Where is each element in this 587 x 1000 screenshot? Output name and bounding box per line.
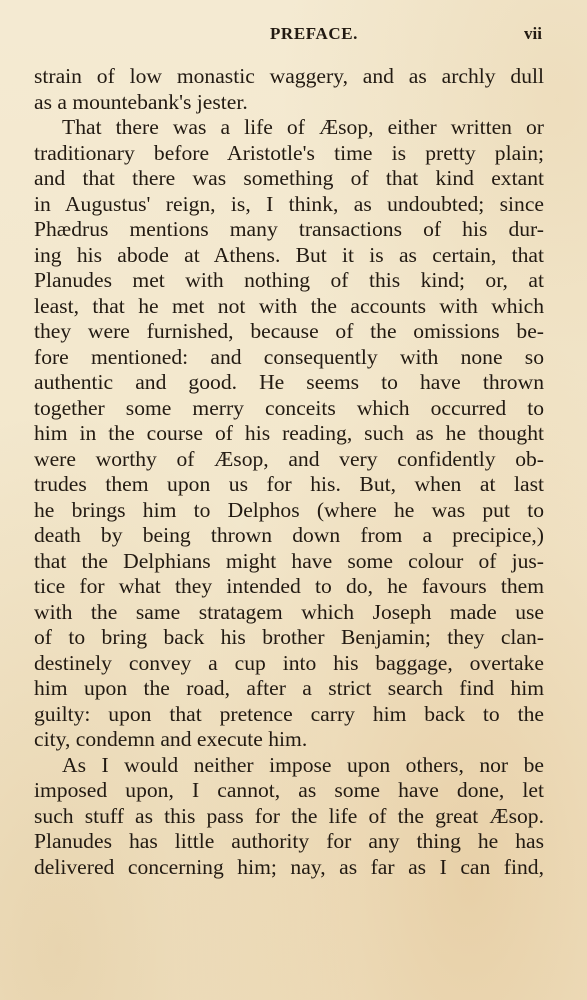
text-line: least, that he met not with the accounts with which (34, 293, 544, 318)
text-line: Planudes met with nothing of this kind; or, at (34, 268, 544, 292)
text-line: imposed upon, I cannot, as some have done, let (34, 778, 544, 802)
text-line: he brings him to Delphos (where he was put to (34, 497, 544, 522)
text-line: destinely convey a cup into his baggage, overtake (34, 650, 544, 675)
text-line: city, condemn and execute him. (34, 727, 308, 751)
text-line: fore mentioned: and consequently with none so (34, 344, 544, 369)
text-line: tice for what they intended to do, he favours them (34, 574, 544, 598)
text-line: strain of low monastic waggery, and as archly dull (34, 64, 544, 88)
running-head: PREFACE. (269, 24, 359, 43)
text-line: traditionary before Aristotle's time is pretty plain; (34, 140, 544, 165)
text-line: such stuff as this pass for the life of the great Æsop. (34, 803, 544, 828)
text-line: Planudes has little authority for any thing he has (34, 829, 544, 853)
text-line: him in the course of his reading, such as he thought (34, 421, 544, 445)
text-line: as a mountebank's jester. (34, 89, 248, 114)
text-line: him upon the road, after a strict search find him (34, 676, 544, 700)
text-line: together some merry conceits which occurred to (34, 395, 544, 420)
text-line: that the Delphians might have some colour of jus- (34, 548, 544, 573)
text-line: That there was a life of Æsop, either written or (62, 115, 544, 139)
text-line: they were furnished, because of the omissions be- (34, 319, 544, 343)
body-text (34, 64, 544, 880)
text-line: in Augustus' reign, is, I think, as undoubted; since (34, 191, 544, 216)
text-line: delivered concerning him; nay, as far as I can find, (34, 854, 544, 879)
text-line: death by being thrown down from a precipice,) (34, 523, 544, 547)
page-header (34, 24, 544, 48)
text-line: As I would neither impose upon others, nor be (62, 752, 544, 777)
text-line: ing his abode at Athens. But it is as certain, that (34, 242, 544, 267)
text-line: of to bring back his brother Benjamin; they clan- (34, 625, 544, 649)
text-line: with the same stratagem which Joseph made use (34, 599, 544, 624)
text-line: were worthy of Æsop, and very confidently ob- (34, 446, 544, 471)
page-number: vii (524, 24, 542, 43)
text-line: trudes them upon us for his. But, when at last (34, 472, 544, 496)
text-line: and that there was something of that kind extant (34, 166, 544, 190)
text-line: Phædrus mentions many transactions of his dur- (34, 217, 544, 241)
text-line: guilty: upon that pretence carry him back to the (34, 701, 544, 726)
text-line: authentic and good. He seems to have thrown (34, 370, 544, 394)
